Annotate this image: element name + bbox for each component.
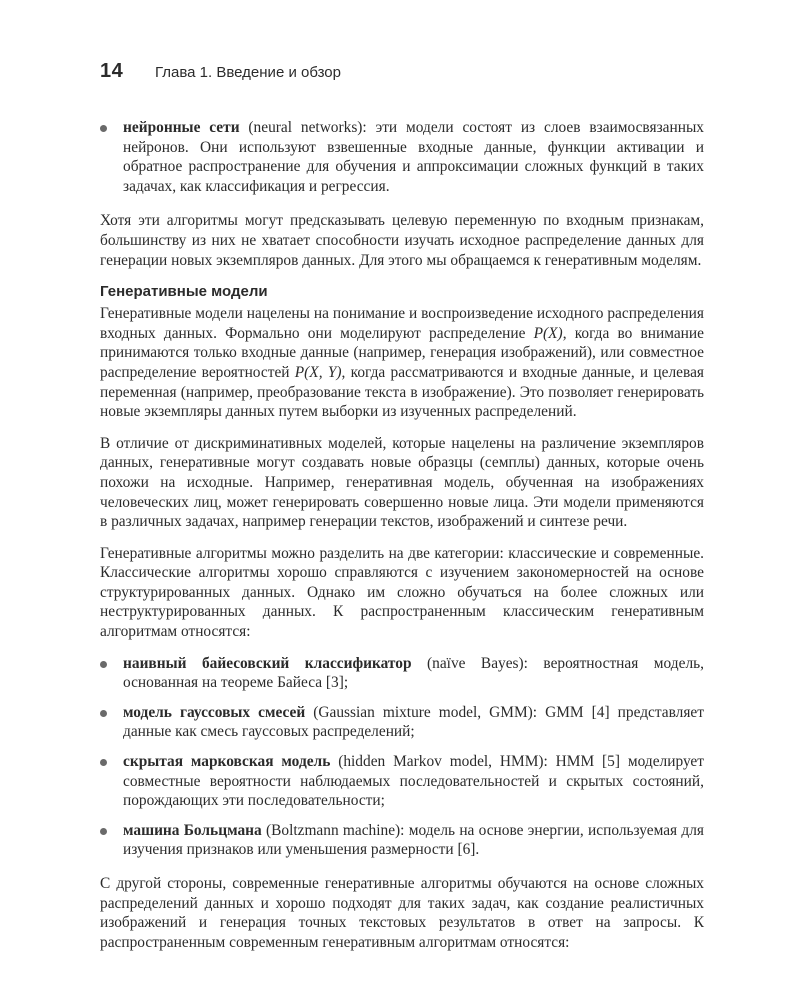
paragraph-generative-definition — [100, 304, 704, 422]
paragraph: С другой стороны, современные генеративные алгоритмы обучаются на основе сложных распределений данных и хорошо подходят для таких задач, как создание реалистичных изображений и генерация точных текстовых результатов в ответ на запросы. К распространенным современным генеративным алгоритмам относятся: — [100, 875, 704, 951]
list-item-neural-networks — [100, 118, 704, 196]
bullet-icon — [100, 759, 107, 766]
term-description: (naïve Bayes): вероятностная модель, основанная на теореме Байеса [3]; — [123, 654, 704, 692]
formula-pxy: P(X, Y) — [294, 363, 342, 381]
text-run: Генеративные модели нацелены на понимание и воспроизведение исходного распределения входных данных. Формально они моделируют распределение — [100, 305, 704, 342]
term: машина Больцмана — [123, 821, 262, 839]
bullet-icon — [100, 828, 107, 835]
chapter-title: Глава 1. Введение и обзор — [155, 64, 341, 81]
page-number: 14 — [100, 60, 124, 82]
bullet-icon — [100, 661, 107, 668]
term-description: (hidden Markov model, HMM): HMM [5] моделирует совместные вероятности наблюдаемых последовательностей и скрытых состояний, порождающих эти последовательности; — [123, 753, 704, 810]
page-body — [100, 118, 704, 964]
bullet-icon — [100, 710, 107, 717]
running-header — [100, 60, 704, 86]
paragraph: Генеративные алгоритмы можно разделить на две категории: классические и современные. Классические алгоритмы хорошо справляются с изучением закономерностей на основе структурированных данных. Однако им сложно обучаться на более сложных или неструктурированных данных. К распространенным классическим генеративным алгоритмам относятся: — [100, 544, 704, 641]
text-run: , когда рассматриваются и входные данные, и целевая переменная (например, преобразование текста в изображение). Это позволяет генерировать новые экземпляры данных путем выборки из изученных распределений. — [100, 363, 704, 421]
text-run: , когда во внимание принимаются только входные данные (например, генерация изображений), или совместное распределение вероятностей — [100, 324, 704, 381]
section-heading: Генеративные модели — [100, 283, 268, 301]
term: модель гауссовых смесей — [123, 703, 306, 721]
list-item-gmm — [100, 703, 704, 742]
term-description: (Boltzmann machine): модель на основе энергии, используемая для изучения признаков или уменьшения размерности [6]. — [123, 821, 704, 859]
paragraph: В отличие от дискриминативных моделей, которые нацелены на различение экземпляров данных, генеративные могут создавать новые образцы (семплы) данных, которые очень похожи на исходные. Например, генеративная модель, обученная на изображениях человеческих лиц, может генерировать совершенно новые лица. Эти модели применяются в различных задачах, например генерации текстов, изображений и синтезе речи. — [100, 434, 704, 531]
list-item-boltzmann — [100, 821, 704, 860]
paragraph: Хотя эти алгоритмы могут предсказывать целевую переменную по входным признакам, большинству из них не хватает способности изучать исходное распределение данных для генерации новых экземпляров данных. Для этого мы обращаемся к генеративным моделям. — [100, 212, 704, 269]
list-item-naive-bayes — [100, 654, 704, 693]
term: нейронные сети — [123, 119, 240, 136]
formula-px: P(X) — [533, 324, 563, 342]
term: скрытая марковская модель — [123, 753, 331, 771]
term: наивный байесовский классификатор — [123, 654, 412, 672]
list-item-hmm — [100, 752, 704, 811]
term-description: (neural networks): эти модели состоят из слоев взаимосвязанных нейронов. Они используют взвешенные входные данные, функции активации и обратное распространение для обучения и аппроксимации сложных функций в таких задачах, как классификация и регрессия. — [123, 119, 704, 195]
term-description: (Gaussian mixture model, GMM): GMM [4] представляет данные как смесь гауссовых распределений; — [123, 703, 704, 741]
bullet-icon — [100, 125, 107, 132]
